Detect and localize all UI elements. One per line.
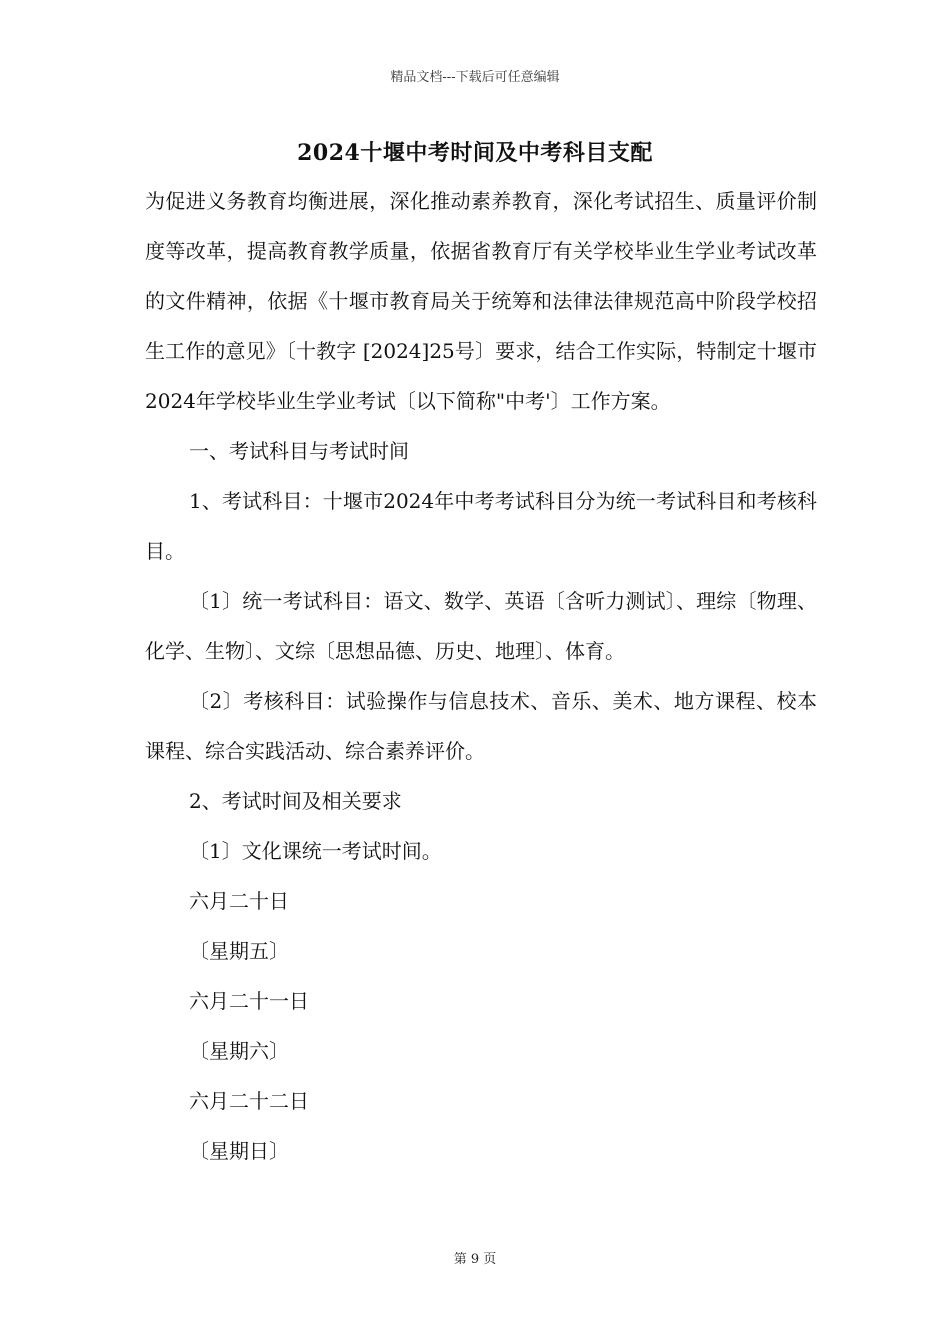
page-number: 第 9 页 bbox=[453, 1252, 497, 1267]
unified-subjects-paragraph: 〔1〕统一考试科目：语文、数学、英语〔含听力测试〕、理综〔物理、化学、生物〕、文综〔思想品德、历史、地理〕、体育。 bbox=[145, 589, 817, 663]
date-line: 六月二十一日 bbox=[189, 989, 309, 1013]
document-body bbox=[145, 176, 817, 1176]
weekday-line: 〔星期五〕 bbox=[189, 939, 289, 963]
date-line: 六月二十日 bbox=[189, 889, 289, 913]
date-line: 六月二十二日 bbox=[189, 1089, 309, 1113]
exam-time-subheading: 〔1〕文化课统一考试时间。 bbox=[189, 839, 442, 863]
assessed-subjects-paragraph: 〔2〕考核科目：试验操作与信息技术、音乐、美术、地方课程、校本课程、综合实践活动、综合素养评价。 bbox=[145, 689, 817, 763]
exam-time-heading: 2、考试时间及相关要求 bbox=[189, 789, 402, 813]
document-title: 2024十堰中考时间及中考科目支配 bbox=[297, 140, 653, 166]
page-header: 精品文档---下载后可任意编辑 bbox=[390, 70, 560, 85]
weekday-line: 〔星期日〕 bbox=[189, 1139, 289, 1163]
section-heading: 一、考试科目与考试时间 bbox=[189, 439, 409, 463]
intro-paragraph: 为促进义务教育均衡进展，深化推动素养教育，深化考试招生、质量评价制度等改革，提高教育教学质量，依据省教育厅有关学校毕业生学业考试改革的文件精神，依据《十堰市教育局关于统筹和法律法律规范高中阶段学校招生工作的意见》〔十教字 [2024]25号〕要求，结合工作实际，特制定十堰市2024年学校毕业生学业考试〔以下简称"中考'〕工作方案。 bbox=[145, 189, 817, 413]
exam-subjects-paragraph: 1、考试科目：十堰市2024年中考考试科目分为统一考试科目和考核科目。 bbox=[145, 489, 817, 563]
weekday-line: 〔星期六〕 bbox=[189, 1039, 289, 1063]
